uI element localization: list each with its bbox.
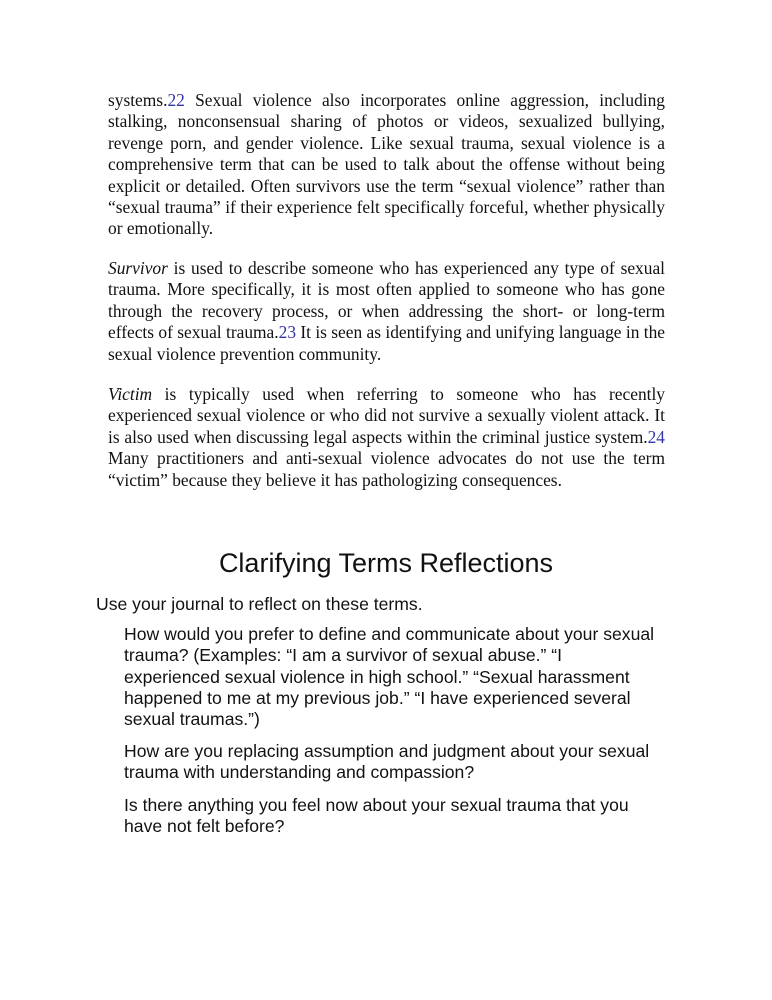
footnote-link-23[interactable]: 23 [278, 322, 297, 343]
term-victim: Victim [108, 384, 153, 404]
term-survivor: Survivor [108, 258, 168, 278]
footnote-link-24[interactable]: 24 [647, 426, 665, 447]
reflection-question: How are you replacing assumption and judgment about your sexual trauma with understanding and compassion? [124, 741, 650, 783]
paragraph-text: It is seen as identifying and unifying language in the sexual violence prevention community. [108, 322, 665, 364]
paragraph-text: is typically used when referring to someone who has recently experienced sexual violence or who did not survive a sexually violent attack. It is also used when discussing legal aspects within the criminal justice system. [108, 384, 665, 447]
reflection-question: Is there anything you feel now about your sexual trauma that you have not felt before? [124, 795, 629, 837]
paragraph-text: Many practitioners and anti-sexual violence advocates do not use the term “victim” because they believe it has pathologizing consequences. [108, 448, 665, 490]
paragraph-survivor [108, 258, 665, 365]
paragraph-text: Sexual violence also incorporates online aggression, including stalking, nonconsensual sharing of photos or videos, sexualized bullying, revenge porn, and gender violence. Like sexual trauma, sexual violence is a comprehensive term that can be used to talk about the offense without being explicit or detailed. Often survivors use the term “sexual violence” rather than “sexual trauma” if their experience felt specifically forceful, whether physically or emotionally. [108, 90, 665, 239]
paragraph-text: is used to describe someone who has experienced any type of sexual trauma. More specifically, it is most often applied to someone who has gone through the recovery process, or when addressing the short- or long-term effects of sexual trauma. [108, 258, 665, 343]
paragraph-lead-text: systems. [108, 90, 168, 110]
reflections-intro: Use your journal to reflect on these terms. [96, 594, 423, 614]
section-heading: Clarifying Terms Reflections [218, 548, 554, 578]
paragraph-sexual-violence [108, 90, 665, 240]
paragraph-victim [108, 384, 665, 491]
reflection-question: How would you prefer to define and communicate about your sexual trauma? (Examples: “I am a survivor of sexual abuse.” “I experienced sexual violence in high school.” “Sexual harassment happened to me at my previous job.” “I have experienced several sexual traumas.”) [124, 624, 655, 730]
footnote-link-22[interactable]: 22 [167, 90, 185, 110]
